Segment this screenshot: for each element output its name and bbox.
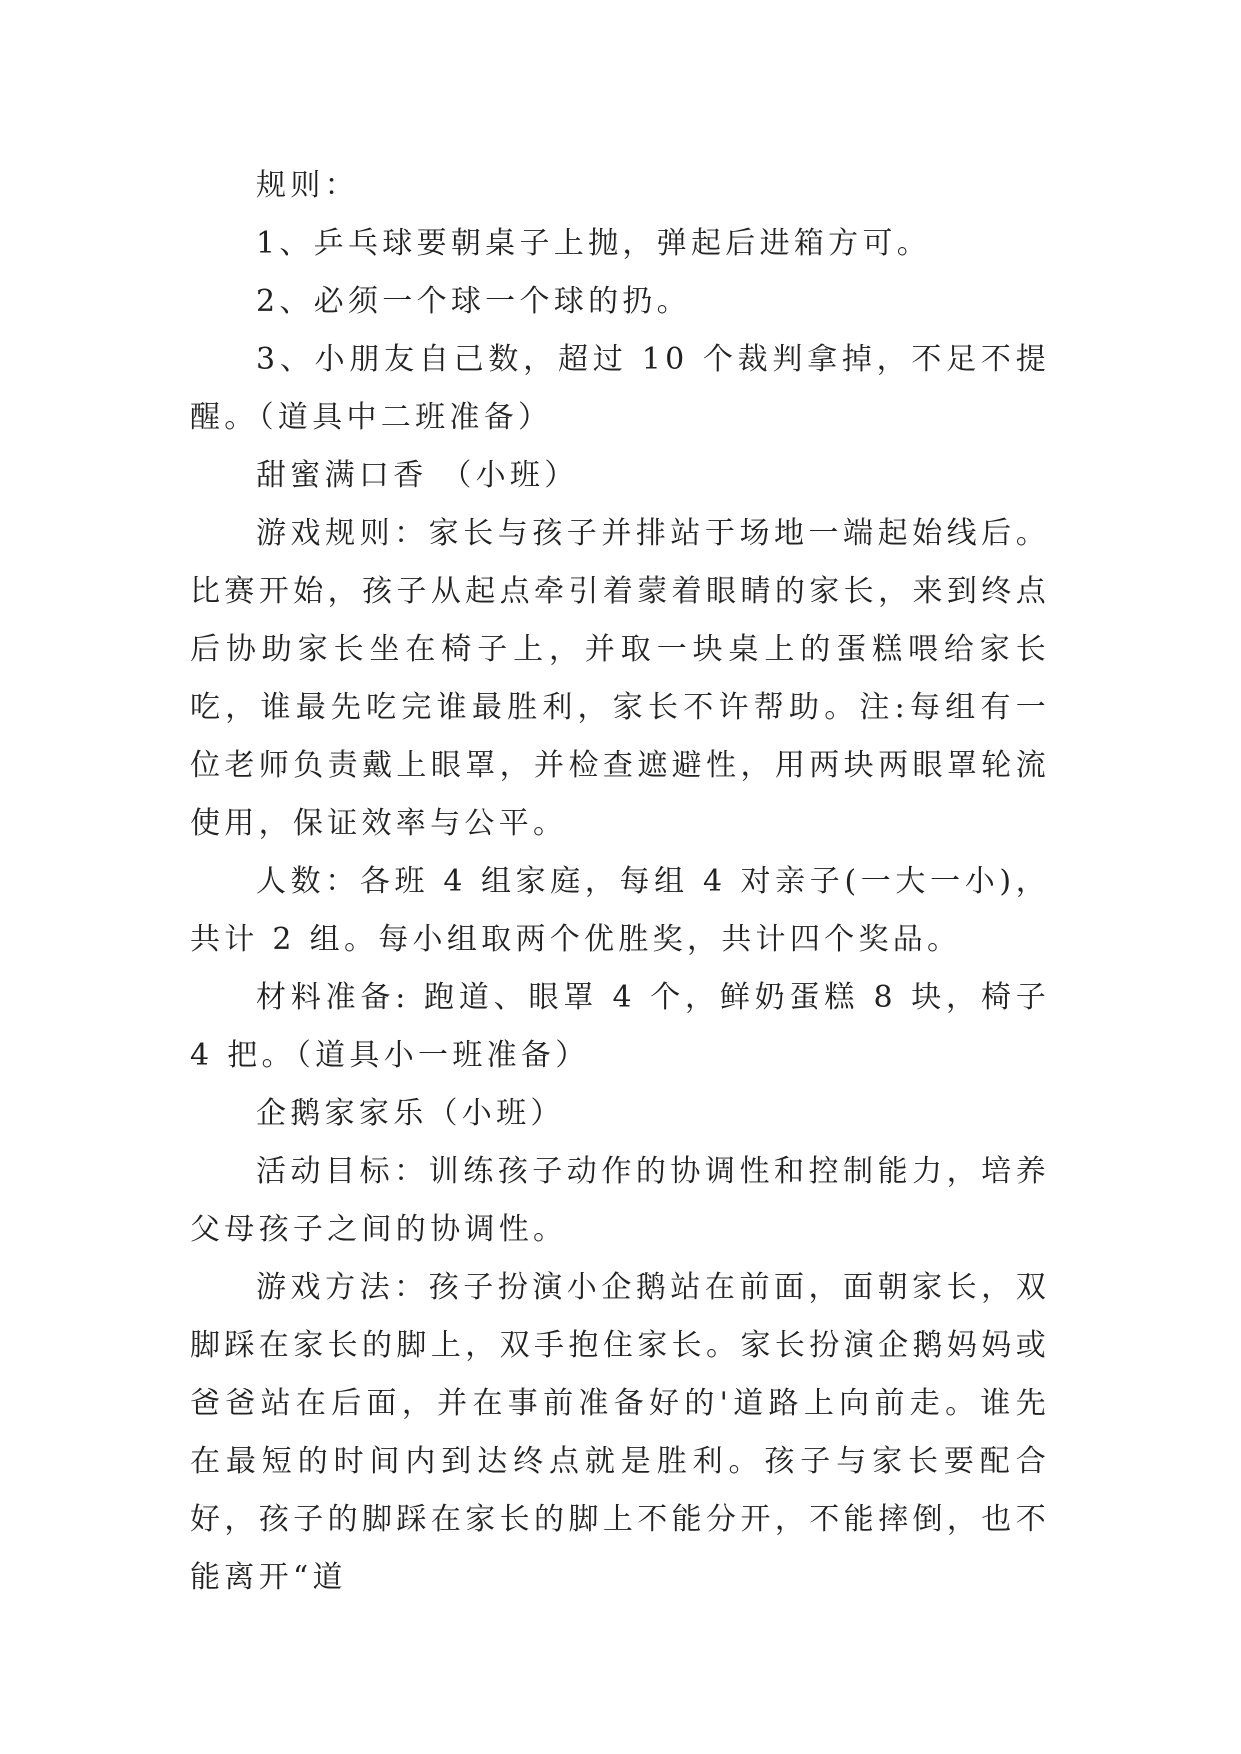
rule-item-2: 2、必须一个球一个球的扔。 (256, 284, 691, 319)
rules-heading: 规则： (256, 168, 359, 203)
game-title-sweet-mouth: 甜蜜满口香 （小班） (256, 458, 579, 493)
activity-goal-paragraph: 活动目标：训练孩子动作的协调性和控制能力，培养父母孩子之间的协调性。 (190, 1154, 1050, 1247)
game-title-penguin: 企鹅家家乐（小班） (256, 1096, 565, 1131)
materials-paragraph: 材料准备: 跑道、眼罩 4 个，鲜奶蛋糕 8 块，椅子 4 把。（道具小一班准备） (190, 980, 1050, 1073)
rule-item-3: 3、小朋友自己数，超过 10 个裁判拿掉，不足不提醒。（道具中二班准备） (190, 342, 1050, 435)
rule-item-1: 1、乒乓球要朝桌子上抛，弹起后进箱方可。 (256, 226, 932, 261)
game-method-paragraph: 游戏方法：孩子扮演小企鹅站在前面，面朝家长，双脚踩在家长的脚上，双手抱住家长。家长扮演企鹅妈妈或爸爸站在后面，并在事前准备好的'道路上向前走。谁先在最短的时间内到达终点就是胜利。孩子与家长要配合好，孩子的脚踩在家长的脚上不能分开，不能摔倒，也不能离开“道 (190, 1270, 1050, 1595)
game-rules-paragraph: 游戏规则：家长与孩子并排站于场地一端起始线后。比赛开始，孩子从起点牵引着蒙着眼睛的家长，来到终点后协助家长坐在椅子上，并取一块桌上的蛋糕喂给家长吃，谁最先吃完谁最胜利，家长不许帮助。注:每组有一位老师负责戴上眼罩，并检查遮避性，用两块两眼罩轮流使用，保证效率与公平。 (190, 516, 1050, 841)
participants-paragraph: 人数：各班 4 组家庭，每组 4 对亲子(一大一小)，共计 2 组。每小组取两个优胜奖，共计四个奖品。 (190, 864, 1050, 957)
document-page (190, 157, 1050, 1607)
